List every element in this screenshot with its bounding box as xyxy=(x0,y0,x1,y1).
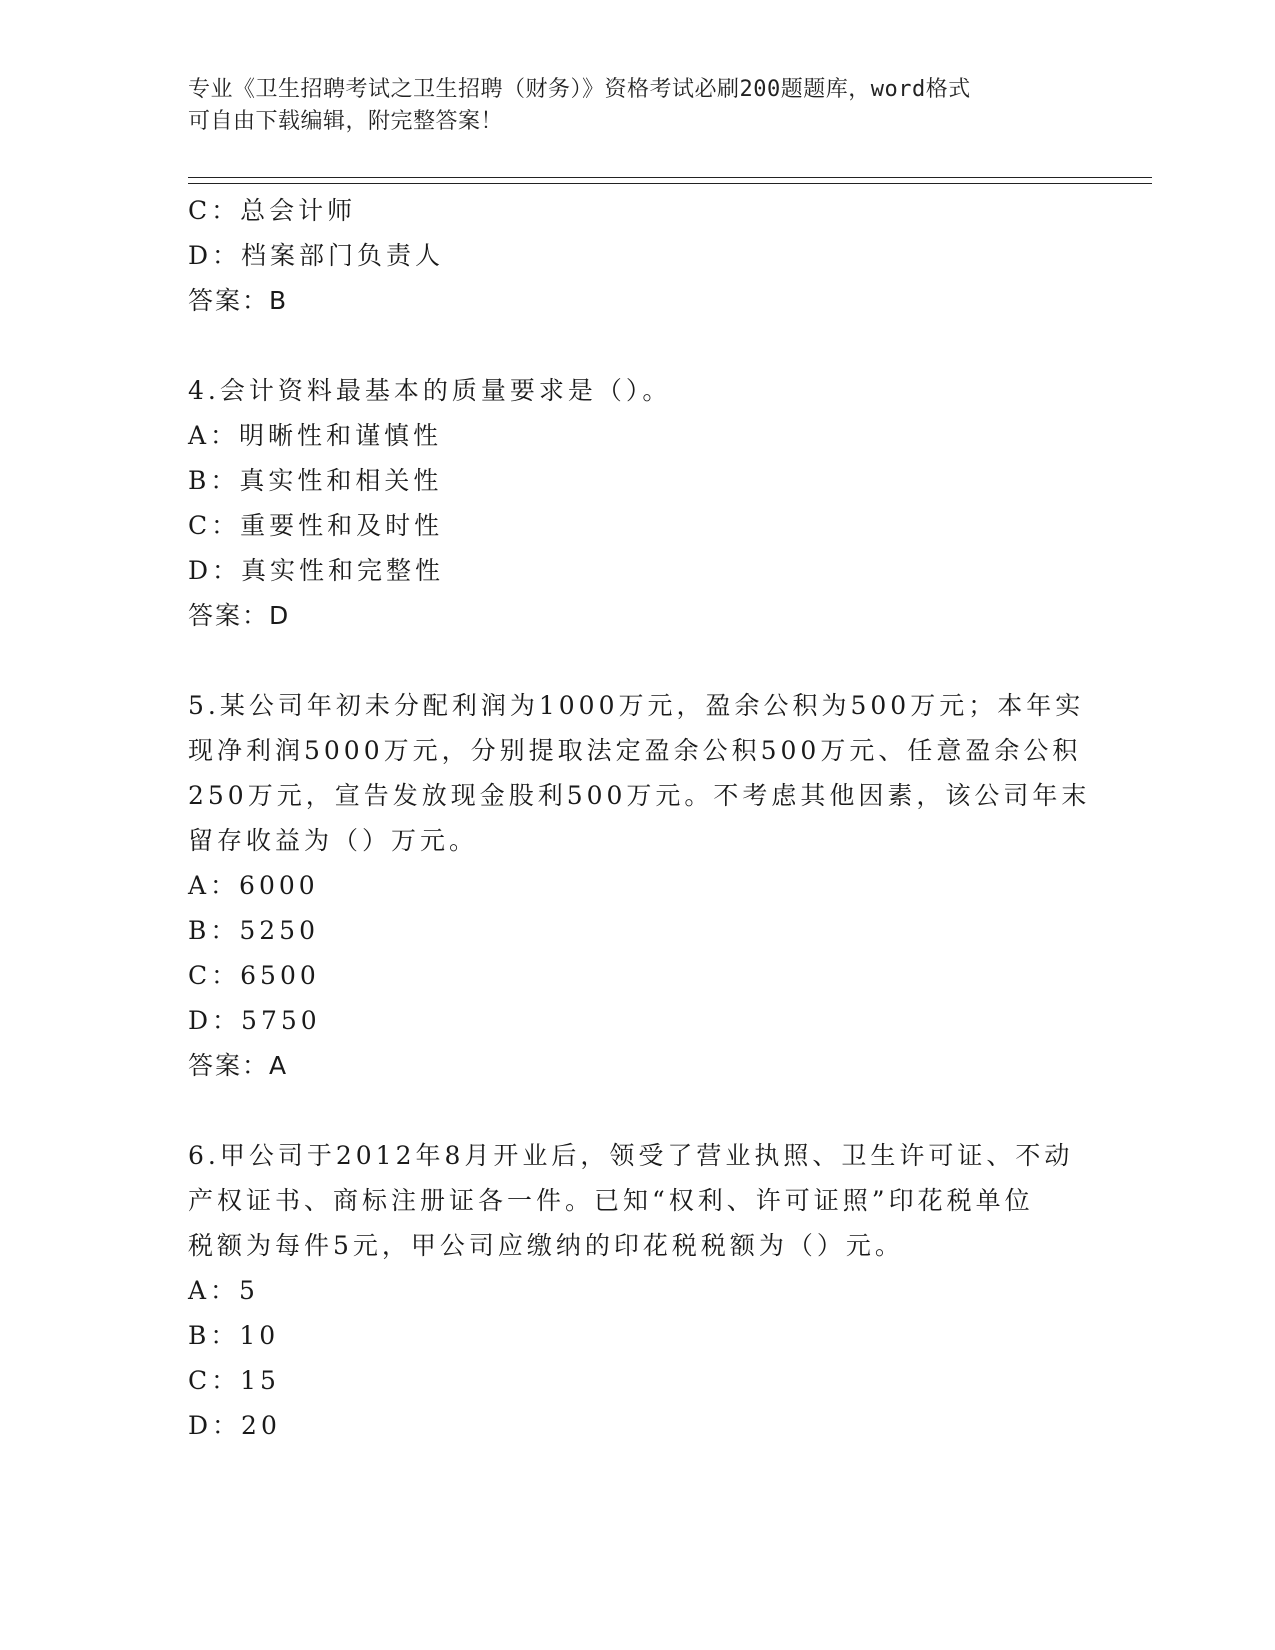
q4-option-d: D：真实性和完整性 xyxy=(188,556,445,585)
document-header xyxy=(188,74,1068,138)
q5-stem-line-3: 250万元，宣告发放现金股利500万元。不考虑其他因素，该公司年末 xyxy=(188,781,1091,810)
header-divider-top xyxy=(188,177,1152,178)
header-divider-bottom xyxy=(188,183,1152,184)
q5-option-b: B：5250 xyxy=(188,916,319,945)
header-title-line-2: 可自由下载编辑，附完整答案！ xyxy=(188,109,504,134)
q4-option-a: A：明晰性和谨慎性 xyxy=(188,421,443,450)
q3-option-c: C：总会计师 xyxy=(188,196,357,225)
q5-stem-line-4: 留存收益为（）万元。 xyxy=(188,826,479,855)
q3-answer: 答案：B xyxy=(188,286,289,315)
q5-option-c: C：6500 xyxy=(188,961,320,990)
q4-stem: 4.会计资料最基本的质量要求是（）。 xyxy=(188,376,672,405)
q4-answer: 答案：D xyxy=(188,601,291,630)
q3-option-d: D：档案部门负责人 xyxy=(188,241,445,270)
q6-stem-line-1: 6.甲公司于2012年8月开业后，领受了营业执照、卫生许可证、不动 xyxy=(188,1141,1074,1170)
q6-option-c: C：15 xyxy=(188,1366,280,1395)
q4-option-b: B：真实性和相关性 xyxy=(188,466,443,495)
q5-stem-line-2: 现净利润5000万元，分别提取法定盈余公积500万元、任意盈余公积 xyxy=(188,736,1082,765)
q5-option-a: A：6000 xyxy=(188,871,319,900)
header-title-line-1: 专业《卫生招聘考试之卫生招聘（财务）》资格考试必刷200题题库，word格式 xyxy=(188,77,971,102)
q6-option-d: D：20 xyxy=(188,1411,281,1440)
q6-option-b: B：10 xyxy=(188,1321,280,1350)
q6-option-a: A：5 xyxy=(188,1276,259,1305)
q5-option-d: D：5750 xyxy=(188,1006,321,1035)
q6-stem-line-3: 税额为每件5元，甲公司应缴纳的印花税税额为（）元。 xyxy=(188,1231,904,1260)
q5-answer: 答案：A xyxy=(188,1051,289,1080)
q6-stem-line-2: 产权证书、商标注册证各一件。已知“权利、许可证照”印花税单位 xyxy=(188,1186,1034,1215)
q4-option-c: C：重要性和及时性 xyxy=(188,511,444,540)
q5-stem-line-1: 5.某公司年初未分配利润为1000万元，盈余公积为500万元；本年实 xyxy=(188,691,1085,720)
